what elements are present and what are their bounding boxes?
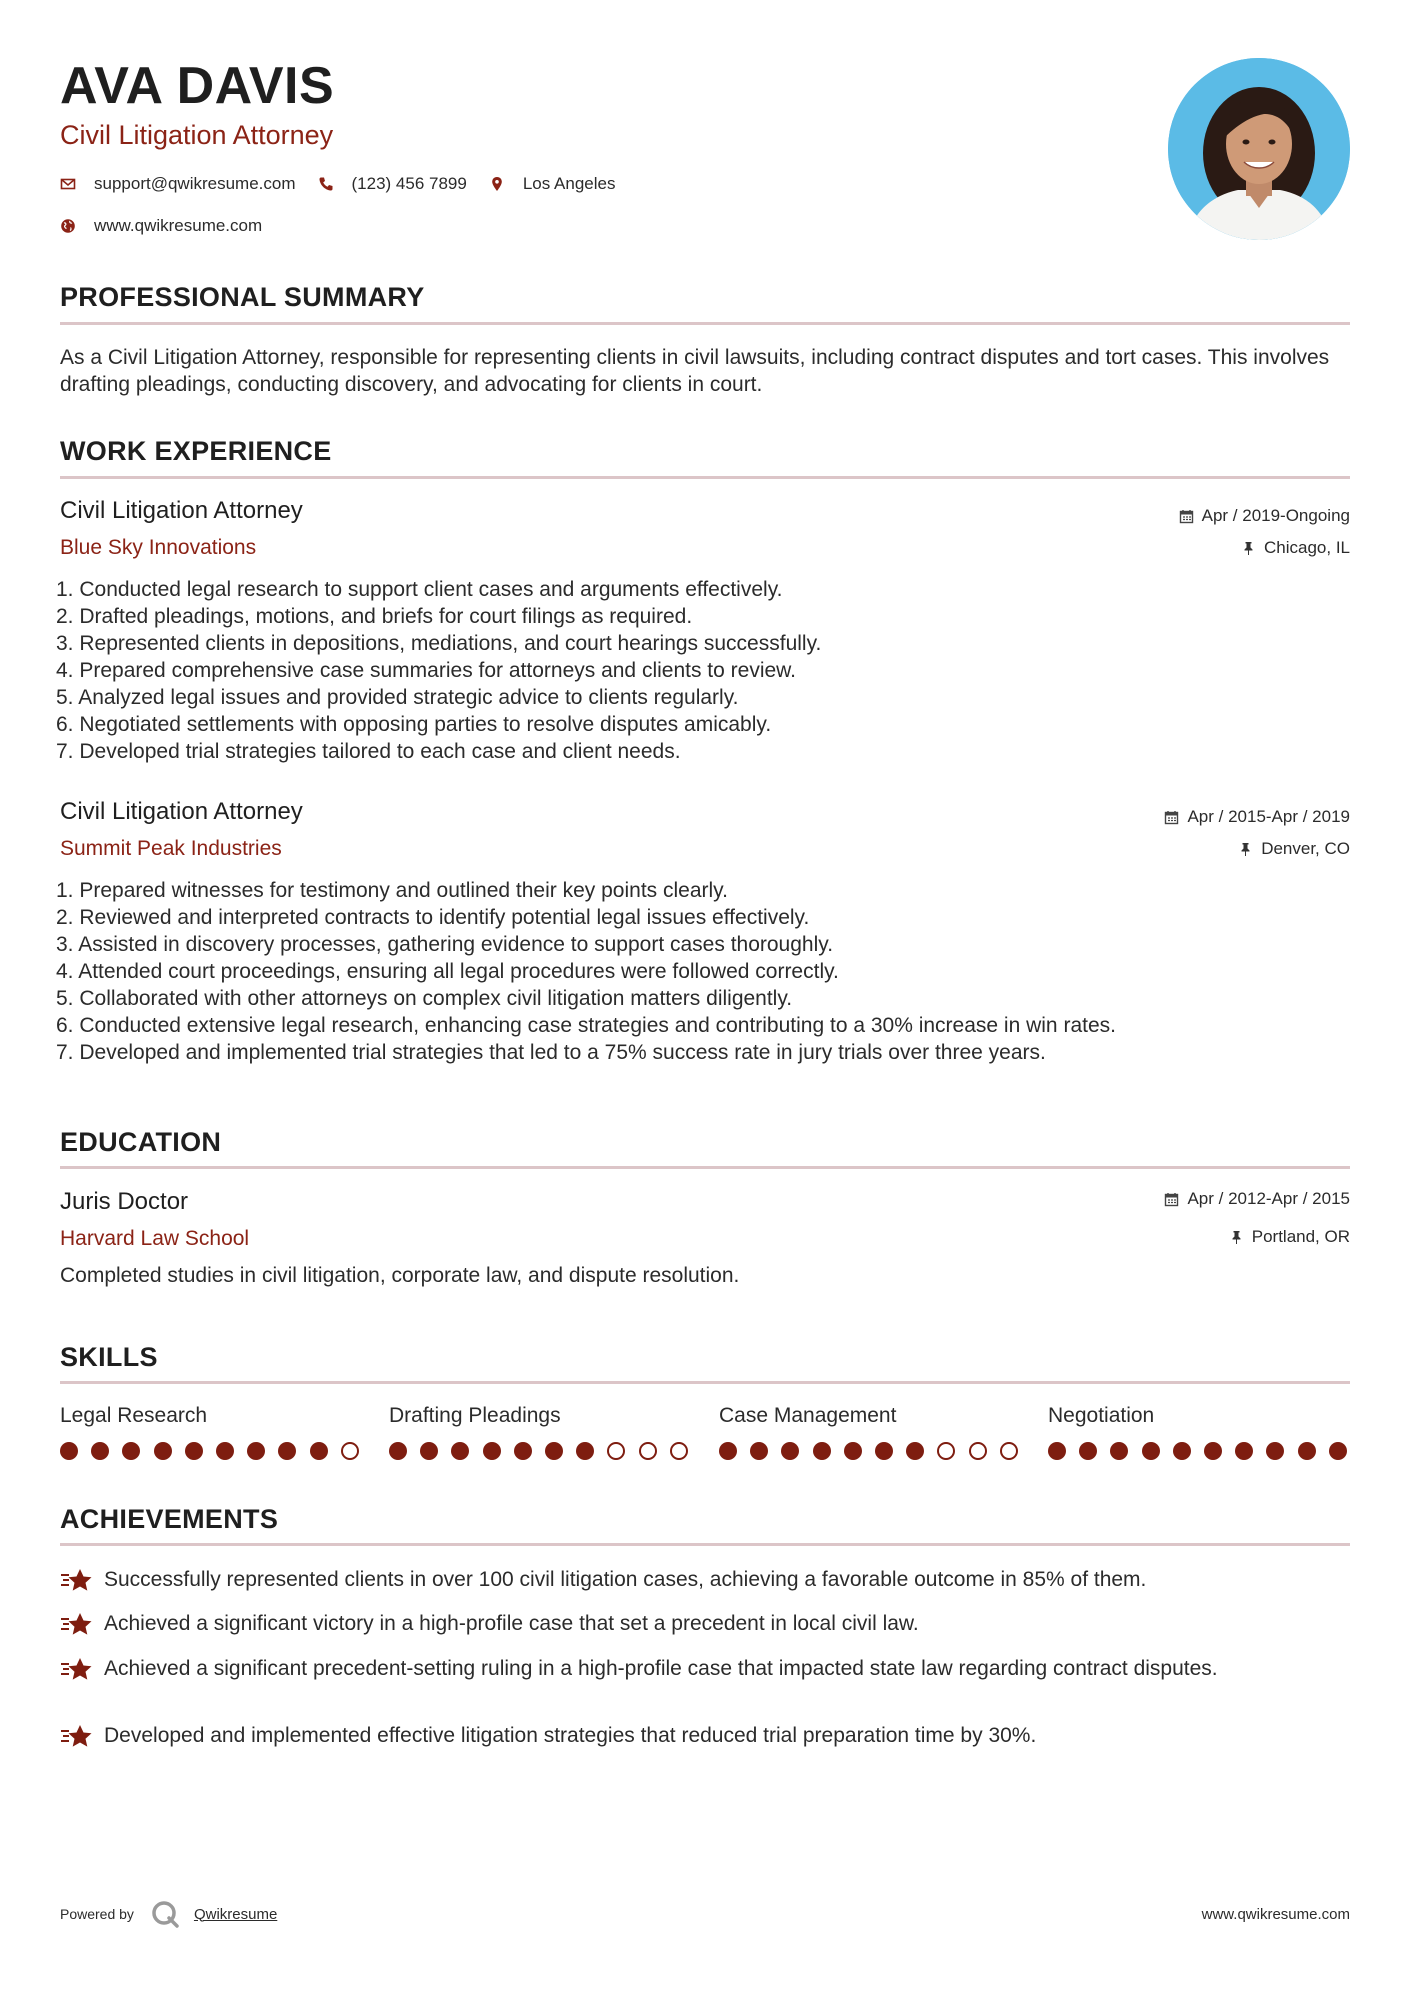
skill-rating [389, 1442, 688, 1460]
skill-name: Legal Research [60, 1404, 208, 1427]
list-item: 6. Negotiated settlements with opposing parties to resolve disputes amicably. [56, 713, 772, 736]
achievement-item [60, 1655, 1350, 1685]
profile-photo [1168, 58, 1350, 240]
website-row [60, 216, 284, 236]
phone-icon [318, 176, 334, 192]
rating-dot-filled [1266, 1442, 1284, 1460]
dates-text: Apr / 2015-Apr / 2019 [1187, 807, 1350, 826]
brand-link[interactable]: Qwikresume [193, 1905, 278, 1923]
list-item: 1. Prepared witnesses for testimony and outlined their key points clearly. [56, 879, 728, 902]
rating-dot-filled [91, 1442, 109, 1460]
footer-powered-by [60, 1899, 277, 1929]
location-text: Los Angeles [522, 174, 616, 193]
section-divider [60, 1166, 1350, 1169]
rating-dot-filled [1235, 1442, 1253, 1460]
achievement-text: Achieved a significant precedent-setting ruling in a high-profile case that impacted state law regarding contract disputes. [104, 1657, 1218, 1680]
candidate-name: AVA DAVIS [60, 57, 335, 115]
email-item[interactable] [60, 174, 296, 194]
skill-item [60, 1404, 207, 1428]
summary-text: As a Civil Litigation Attorney, responsible for representing clients in civil lawsuits, including contract disputes and tort cases. This involves drafting pleadings, conducting discovery, and advocating for clients in court. [60, 346, 1330, 396]
rating-dot-filled [185, 1442, 203, 1460]
rating-dot-empty [937, 1442, 955, 1460]
avatar [1168, 58, 1350, 240]
rating-dot-filled [247, 1442, 265, 1460]
rating-dot-filled [310, 1442, 328, 1460]
section-title-education: EDUCATION [60, 1127, 222, 1157]
location-text: Denver, CO [1261, 839, 1350, 858]
skill-item [1048, 1404, 1154, 1428]
list-item: 3. Represented clients in depositions, mediations, and court hearings successfully. [56, 632, 822, 655]
skill-name: Case Management [719, 1404, 897, 1427]
location-text: Chicago, IL [1264, 538, 1350, 557]
website-item[interactable] [60, 216, 262, 236]
skill-rating [719, 1442, 1018, 1460]
rating-dot-filled [1079, 1442, 1097, 1460]
achievement-item [60, 1610, 1350, 1640]
section-title-skills: SKILLS [60, 1342, 158, 1372]
rating-dot-filled [1142, 1442, 1160, 1460]
envelope-icon [60, 176, 76, 192]
website-text: www.qwikresume.com [94, 216, 263, 235]
list-item: 6. Conducted extensive legal research, enhancing case strategies and contributing to a 30% increase in win rates. [56, 1014, 1116, 1037]
rating-dot-filled [1298, 1442, 1316, 1460]
rating-dot-filled [483, 1442, 501, 1460]
calendar-icon [1179, 509, 1194, 524]
skill-item [389, 1404, 561, 1428]
degree-title: Juris Doctor [60, 1188, 189, 1215]
education-description: Completed studies in civil litigation, corporate law, and dispute resolution. [60, 1264, 740, 1287]
section-divider [60, 1543, 1350, 1546]
rating-dot-filled [60, 1442, 78, 1460]
section-title-summary: PROFESSIONAL SUMMARY [60, 282, 425, 312]
powered-by-label: Powered by [60, 1906, 134, 1922]
school-name: Harvard Law School [60, 1227, 250, 1250]
rating-dot-empty [639, 1442, 657, 1460]
achievement-text: Achieved a significant victory in a high-profile case that set a precedent in local civil law. [104, 1612, 919, 1635]
list-item: 7. Developed trial strategies tailored to each case and client needs. [56, 740, 681, 763]
job-bullet-list [56, 576, 1346, 765]
job-company: Summit Peak Industries [60, 837, 282, 860]
job-dates [1164, 807, 1350, 827]
pushpin-icon [1238, 842, 1253, 857]
rating-dot-filled [906, 1442, 924, 1460]
rating-dot-filled [1329, 1442, 1347, 1460]
rating-dot-filled [1204, 1442, 1222, 1460]
phone-item[interactable] [318, 174, 467, 194]
rating-dot-filled [451, 1442, 469, 1460]
achievement-item [60, 1722, 1350, 1752]
job-location [1241, 538, 1350, 558]
list-item: 4. Prepared comprehensive case summaries for attorneys and clients to review. [56, 659, 797, 682]
list-item: 1. Conducted legal research to support client cases and arguments effectively. [56, 578, 783, 601]
rating-dot-filled [278, 1442, 296, 1460]
section-title-experience: WORK EXPERIENCE [60, 436, 332, 466]
rating-dot-empty [1000, 1442, 1018, 1460]
list-item: 7. Developed and implemented trial strategies that led to a 75% success rate in jury trials over three years. [56, 1041, 1046, 1064]
candidate-role: Civil Litigation Attorney [60, 120, 334, 150]
footer-url[interactable]: www.qwikresume.com [1201, 1906, 1350, 1923]
rating-dot-filled [1110, 1442, 1128, 1460]
job-company: Blue Sky Innovations [60, 536, 257, 559]
list-item: 5. Analyzed legal issues and provided strategic advice to clients regularly. [56, 686, 739, 709]
rating-dot-filled [813, 1442, 831, 1460]
job-title: Civil Litigation Attorney [60, 798, 303, 825]
rating-dot-filled [1173, 1442, 1191, 1460]
achievement-text: Successfully represented clients in over 100 civil litigation cases, achieving a favorable outcome in 85% of them. [104, 1568, 1147, 1591]
job-dates [1179, 506, 1350, 526]
skill-name: Negotiation [1048, 1404, 1155, 1427]
email-text: support@qwikresume.com [94, 174, 296, 193]
skill-rating [60, 1442, 359, 1460]
calendar-icon [1164, 1192, 1179, 1207]
rating-dot-filled [420, 1442, 438, 1460]
section-title-achievements: ACHIEVEMENTS [60, 1504, 279, 1534]
star-award-icon [60, 1610, 94, 1640]
rating-dot-filled [875, 1442, 893, 1460]
section-divider [60, 322, 1350, 325]
skill-item [719, 1404, 896, 1428]
section-divider [60, 1381, 1350, 1384]
rating-dot-filled [545, 1442, 563, 1460]
job-title: Civil Litigation Attorney [60, 497, 303, 524]
education-location [1229, 1227, 1350, 1247]
star-award-icon [60, 1655, 94, 1685]
rating-dot-filled [844, 1442, 862, 1460]
education-dates [1164, 1189, 1350, 1209]
rating-dot-empty [341, 1442, 359, 1460]
section-divider [60, 476, 1350, 479]
list-item: 3. Assisted in discovery processes, gathering evidence to support cases thoroughly. [56, 933, 834, 956]
list-item: 5. Collaborated with other attorneys on complex civil litigation matters diligently. [56, 987, 793, 1010]
location-text: Portland, OR [1251, 1227, 1350, 1246]
rating-dot-filled [216, 1442, 234, 1460]
job-location [1238, 839, 1350, 859]
pushpin-icon [1229, 1230, 1244, 1245]
star-award-icon [60, 1722, 94, 1752]
list-item: 4. Attended court proceedings, ensuring all legal procedures were followed correctly. [56, 960, 839, 983]
skill-rating [1048, 1442, 1347, 1460]
rating-dot-filled [750, 1442, 768, 1460]
rating-dot-filled [514, 1442, 532, 1460]
rating-dot-filled [576, 1442, 594, 1460]
job-bullet-list [56, 877, 1346, 1066]
rating-dot-filled [719, 1442, 737, 1460]
rating-dot-filled [154, 1442, 172, 1460]
calendar-icon [1164, 810, 1179, 825]
map-pin-icon [489, 176, 505, 192]
contact-row [60, 174, 637, 194]
dates-text: Apr / 2012-Apr / 2015 [1187, 1189, 1350, 1208]
achievement-item [60, 1566, 1350, 1596]
location-item [489, 174, 616, 194]
achievement-text: Developed and implemented effective litigation strategies that reduced trial preparation time by 30%. [104, 1724, 1037, 1747]
rating-dot-filled [389, 1442, 407, 1460]
globe-icon [60, 218, 76, 234]
rating-dot-empty [607, 1442, 625, 1460]
list-item: 2. Reviewed and interpreted contracts to identify potential legal issues effectively. [56, 906, 810, 929]
dates-text: Apr / 2019-Ongoing [1201, 506, 1350, 525]
pushpin-icon [1241, 541, 1256, 556]
rating-dot-empty [969, 1442, 987, 1460]
rating-dot-filled [781, 1442, 799, 1460]
list-item: 2. Drafted pleadings, motions, and briefs for court filings as required. [56, 605, 693, 628]
rating-dot-filled [122, 1442, 140, 1460]
qwikresume-logo-icon [150, 1899, 180, 1929]
rating-dot-filled [1048, 1442, 1066, 1460]
star-award-icon [60, 1566, 94, 1596]
phone-text: (123) 456 7899 [351, 174, 467, 193]
skill-name: Drafting Pleadings [389, 1404, 561, 1427]
rating-dot-empty [670, 1442, 688, 1460]
